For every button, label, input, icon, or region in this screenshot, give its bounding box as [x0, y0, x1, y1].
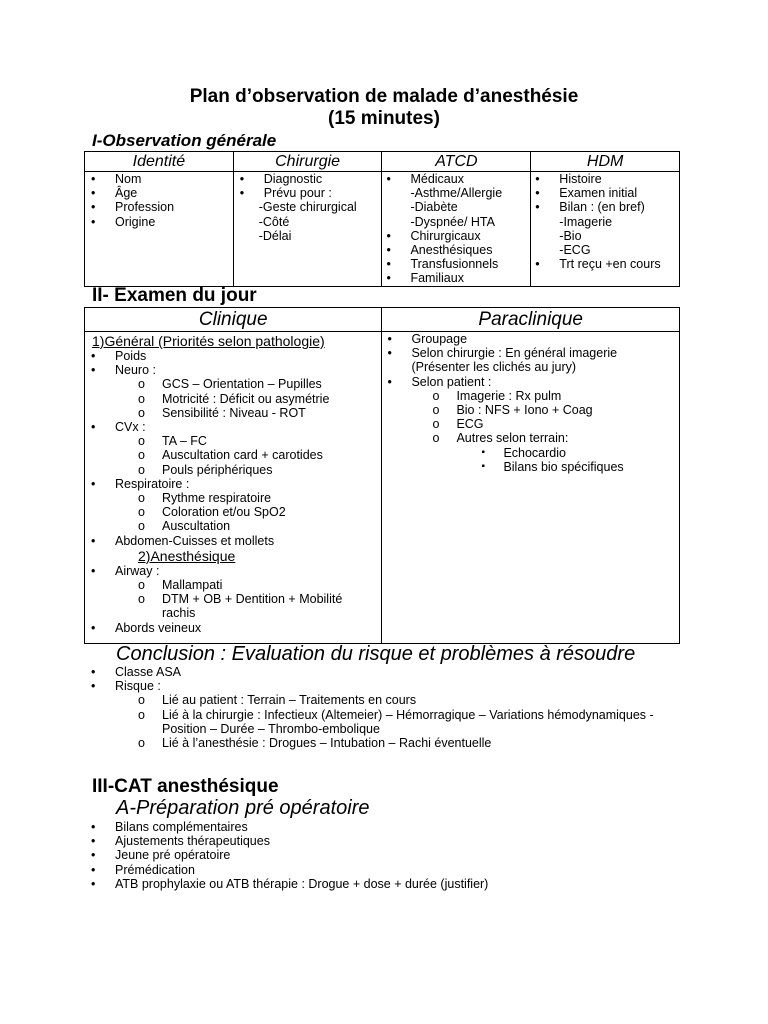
list-item: • Chirurgicaux — [410, 229, 530, 243]
document-title — [0, 86, 768, 130]
list-subsubitem: ▪ Bilans bio spécifiques — [503, 460, 679, 474]
list-item: • Classe ASA — [115, 665, 715, 679]
title-line-2: (15 minutes) — [328, 108, 440, 129]
cell-clinique — [85, 332, 382, 644]
list-item: • Origine — [115, 215, 233, 229]
preparation-list — [115, 820, 715, 891]
list-subitem: o TA – FC — [162, 434, 381, 448]
list-item: • ATB prophylaxie ou ATB thérapie : Drogue + dose + durée (justifier) — [115, 877, 715, 891]
col-paraclinique: Paraclinique — [382, 308, 680, 332]
list-subsubitem: ▪ Echocardio — [503, 446, 679, 460]
col-clinique: Clinique — [85, 308, 382, 332]
list-item: • Nom — [115, 172, 233, 186]
list-item: • Examen initial — [559, 186, 679, 200]
list-subitem: o Lié à la chirurgie : Infectieux (Altemeier) – Hémorragique – Variations hémodynamiques - — [162, 708, 715, 722]
list-subitem: o Lié à l’anesthésie : Drogues – Intubation – Rachi éventuelle — [162, 736, 715, 750]
list-subitem: o Pouls périphériques — [162, 463, 381, 477]
list-item: • Jeune pré opératoire — [115, 848, 715, 862]
list-subitem: -Dyspnée/ HTA — [410, 214, 495, 229]
list-subitem: -Diabète — [410, 200, 458, 215]
list-item: • Bilans complémentaires — [115, 820, 715, 834]
list-subitem: o Bio : NFS + Iono + Coag — [456, 403, 679, 417]
list-item: • Trt reçu +en cours — [559, 257, 679, 271]
list-item: • Familiaux — [410, 271, 530, 285]
list-item: • Âge — [115, 186, 233, 200]
list-subitem: o Imagerie : Rx pulm — [456, 389, 679, 403]
list-subitem: o Coloration et/ou SpO2 — [162, 505, 381, 519]
list-item: • Selon patient : — [411, 375, 679, 389]
cell-identite — [85, 172, 234, 287]
list-item: • Histoire — [559, 172, 679, 186]
list-item: • Respiratoire : — [115, 477, 381, 491]
section1-heading: I-Observation générale — [92, 131, 277, 150]
list-subitem: -Asthme/Allergie — [410, 186, 503, 201]
examen-table — [84, 307, 680, 644]
list-subitem: o GCS – Orientation – Pupilles — [162, 377, 381, 391]
subheading-anesthesique: 2)Anesthésique — [138, 547, 236, 564]
list-subitem: o Autres selon terrain: — [456, 431, 679, 445]
list-subitem: o Sensibilité : Niveau - ROT — [162, 406, 381, 420]
conclusion-list — [115, 665, 715, 750]
list-subitem: -Délai — [258, 228, 292, 243]
section2-heading: II- Examen du jour — [92, 285, 257, 306]
section3-subheading: A-Préparation pré opératoire — [116, 797, 370, 819]
title-line-1: Plan d’observation de malade d’anesthésie — [189, 86, 579, 107]
col-identite: Identité — [85, 152, 234, 172]
list-item: • Poids — [115, 349, 381, 363]
list-item: • Bilan : (en bref) — [559, 200, 679, 214]
list-item: • CVx : — [115, 420, 381, 434]
list-subitem: -ECG — [559, 243, 591, 258]
list-item: • Selon chirurgie : En général imagerie — [411, 346, 679, 360]
list-item: • Airway : — [115, 564, 381, 578]
list-subitem: -Bio — [559, 228, 582, 243]
list-item: • Abords veineux — [115, 621, 381, 635]
list-subitem: -Geste chirurgical — [258, 200, 357, 215]
cell-paraclinique — [382, 332, 680, 644]
col-atcd: ATCD — [382, 152, 531, 172]
list-item-cont: (Présenter les clichés au jury) — [411, 360, 577, 375]
cell-hdm — [531, 172, 680, 287]
subheading-general: 1)Général (Priorités selon pathologie) — [92, 333, 325, 349]
list-item: • Neuro : — [115, 363, 381, 377]
col-chirurgie: Chirurgie — [233, 152, 382, 172]
list-item: • Prévu pour : — [264, 186, 382, 200]
section3-heading: III-CAT anesthésique — [92, 776, 279, 797]
list-item: • Anesthésiques — [410, 243, 530, 257]
col-hdm: HDM — [531, 152, 680, 172]
list-subitem: o Lié au patient : Terrain – Traitements en cours — [162, 693, 715, 707]
list-item: • Profession — [115, 200, 233, 214]
list-subitem-cont: rachis — [162, 606, 196, 621]
list-item: • Diagnostic — [264, 172, 382, 186]
list-item: • Groupage — [411, 332, 679, 346]
list-item: • Prémédication — [115, 863, 715, 877]
conclusion-heading: Conclusion : Evaluation du risque et problèmes à résoudre — [116, 643, 636, 665]
observation-table — [84, 151, 680, 287]
list-subitem: o Auscultation — [162, 519, 381, 533]
list-item: • Ajustements thérapeutiques — [115, 834, 715, 848]
list-item: • Risque : — [115, 679, 715, 693]
list-subitem: o Mallampati — [162, 578, 381, 592]
cell-chirurgie — [233, 172, 382, 287]
list-subitem: o Auscultation card + carotides — [162, 448, 381, 462]
cell-atcd — [382, 172, 531, 287]
list-item: • Médicaux — [410, 172, 530, 186]
list-subitem: o Rythme respiratoire — [162, 491, 381, 505]
list-subitem: -Côté — [258, 214, 290, 229]
list-subitem: o ECG — [456, 417, 679, 431]
list-subitem: -Imagerie — [559, 214, 613, 229]
list-subitem-cont: Position – Durée – Thrombo-embolique — [162, 721, 380, 736]
list-item: • Transfusionnels — [410, 257, 530, 271]
list-subitem: o Motricité : Déficit ou asymétrie — [162, 392, 381, 406]
list-item: • Abdomen-Cuisses et mollets — [115, 534, 381, 548]
list-subitem: o DTM + OB + Dentition + Mobilité — [162, 592, 381, 606]
